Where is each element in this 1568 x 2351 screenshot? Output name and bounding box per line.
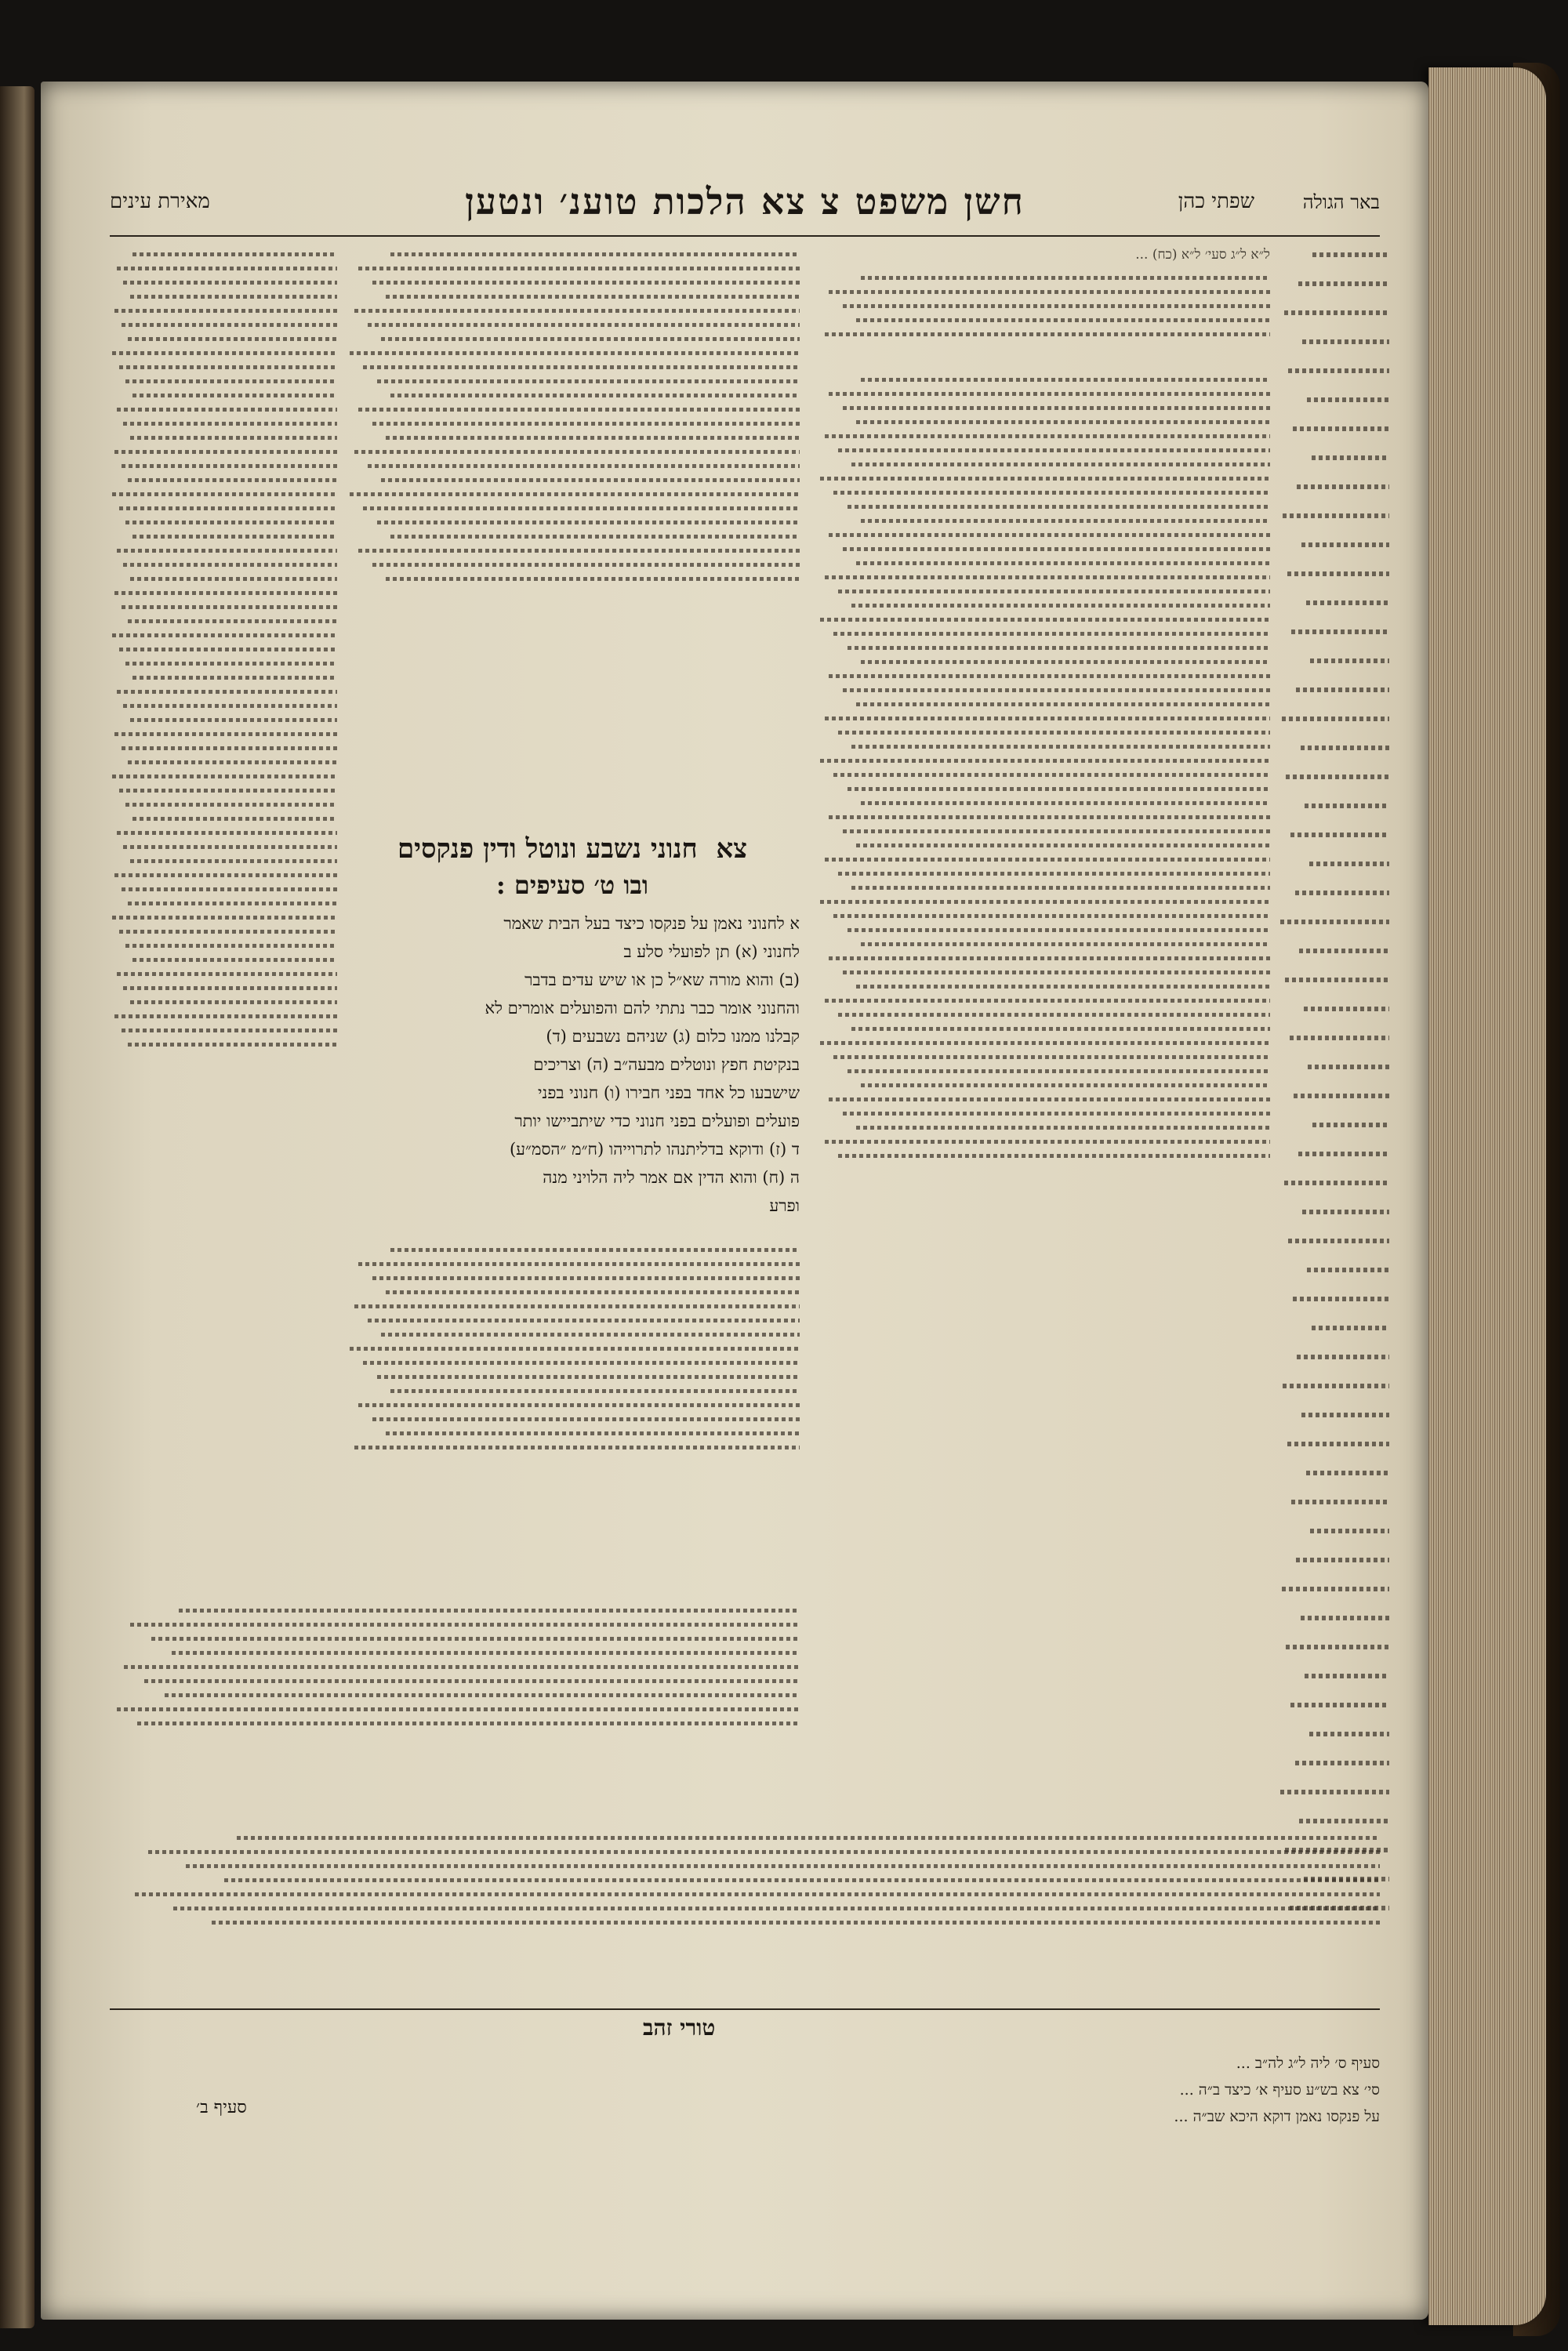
commentary-lower-left <box>110 1599 800 1819</box>
text-line-texture <box>125 803 337 807</box>
text-line-texture <box>829 1097 1270 1101</box>
shulchan-aruch-main-text <box>345 909 800 1223</box>
text-line-texture <box>833 1055 1270 1059</box>
text-line-texture <box>123 986 337 990</box>
text-line-texture <box>117 831 337 835</box>
marginal-line-texture <box>1302 1210 1389 1214</box>
text-line-texture <box>122 323 338 327</box>
text-line-texture <box>372 422 800 426</box>
text-line-texture <box>130 718 337 722</box>
marginal-line-texture <box>1296 688 1389 692</box>
text-line-texture <box>851 745 1270 749</box>
text-line-texture <box>119 506 337 510</box>
text-line-texture <box>848 1069 1270 1073</box>
commentary-line: ל״א ל״ג סעי׳ ל״א (כח) ... <box>1135 247 1270 263</box>
text-line-texture <box>390 1248 800 1252</box>
marginal-line-texture <box>1306 600 1389 605</box>
text-line-texture <box>829 533 1270 537</box>
text-line-texture <box>851 886 1270 890</box>
text-line-texture <box>122 605 338 609</box>
text-line-texture <box>390 394 800 397</box>
text-line-texture <box>856 1126 1270 1130</box>
text-line-texture <box>237 1836 1380 1840</box>
section-rule <box>110 2008 1380 2010</box>
text-line-texture <box>861 801 1270 805</box>
text-line-texture <box>363 365 800 369</box>
marginal-line-texture <box>1306 1471 1389 1475</box>
text-line-texture <box>350 351 800 355</box>
text-line-texture <box>112 351 337 355</box>
marginal-line-texture <box>1284 1181 1389 1185</box>
text-line-texture <box>825 332 1270 336</box>
text-line-texture <box>861 1083 1270 1087</box>
text-line-texture <box>829 956 1270 960</box>
commentary-lower-middle <box>345 1239 800 1599</box>
marginal-line-texture <box>1299 1819 1389 1823</box>
marginal-line-texture <box>1309 862 1389 866</box>
text-line-texture <box>372 1276 800 1280</box>
text-line-texture <box>390 535 800 539</box>
text-line-texture <box>851 463 1270 466</box>
footer-commentary <box>110 1827 1380 2007</box>
text-line-texture <box>861 276 1270 280</box>
main-text-line: ופרע <box>769 1196 800 1215</box>
header-source: באר הגולה <box>1302 191 1380 213</box>
main-text-line: והחנוני אומר כבר נתתי להם והפועלים אומרים לא <box>485 999 800 1018</box>
marginal-line-texture <box>1280 1790 1389 1794</box>
text-line-texture <box>186 1864 1380 1868</box>
text-line-texture <box>122 464 338 468</box>
text-line-texture <box>358 1262 800 1266</box>
text-line-texture <box>861 942 1270 946</box>
text-line-texture <box>851 1027 1270 1031</box>
text-line-texture <box>224 1878 1380 1882</box>
main-text-line: לחנוני (א) תן לפועלי סלע ב <box>623 942 800 961</box>
text-line-texture <box>172 1651 800 1655</box>
marginal-line-texture <box>1307 1268 1389 1272</box>
text-line-texture <box>358 408 800 412</box>
text-line-texture <box>130 577 337 581</box>
text-line-texture <box>114 450 337 454</box>
marginal-line-texture <box>1286 775 1389 779</box>
text-line-texture <box>132 958 337 962</box>
text-line-texture <box>829 815 1270 819</box>
text-line-texture <box>377 521 800 524</box>
tz-line: סי׳ צא בש״ע סעיף א׳ כיצד ב״ה ... <box>1179 2081 1380 2099</box>
text-line-texture <box>825 717 1270 720</box>
text-line-texture <box>372 1417 800 1421</box>
main-text-line: בנקיטת חפץ ונוטלים מבעה״ב (ה) וצריכים <box>533 1055 800 1074</box>
text-line-texture <box>820 1041 1270 1045</box>
marginal-line-texture <box>1310 658 1389 663</box>
main-text-line: ה (ח) והוא הדין אם אמר ליה הלויני מנה <box>543 1168 800 1187</box>
text-line-texture <box>117 972 337 976</box>
text-line-texture <box>856 420 1270 424</box>
text-line-texture <box>386 436 800 440</box>
text-line-texture <box>372 563 800 567</box>
text-line-texture <box>838 1013 1270 1017</box>
text-line-texture <box>363 506 800 510</box>
text-line-texture <box>358 1403 800 1407</box>
text-line-texture <box>856 844 1270 847</box>
text-line-texture <box>358 267 800 270</box>
text-line-texture <box>354 450 800 454</box>
text-line-texture <box>117 267 337 270</box>
text-line-texture <box>843 304 1270 308</box>
text-line-texture <box>173 1907 1380 1910</box>
text-line-texture <box>130 295 337 299</box>
text-line-texture <box>117 1707 800 1711</box>
marginal-line-texture <box>1301 1413 1389 1417</box>
text-line-texture <box>122 1029 338 1032</box>
commentary-column-shach <box>815 243 1270 368</box>
main-text-line: ד (ז) ודוקא בדליתנהו לתרוייהו (ח״מ ״הסמ״ע) <box>509 1140 800 1159</box>
text-line-texture <box>123 563 337 567</box>
marginal-line-texture <box>1288 368 1389 373</box>
marginal-line-texture <box>1290 1036 1389 1040</box>
text-line-texture <box>137 1722 800 1725</box>
marginal-line-texture <box>1291 629 1389 634</box>
text-line-texture <box>132 676 337 680</box>
marginal-line-texture <box>1301 746 1389 750</box>
marginal-line-texture <box>1312 1326 1389 1330</box>
marginal-sources-column <box>1279 243 1389 2007</box>
text-line-texture <box>117 690 337 694</box>
commentary-column-left <box>110 243 337 1591</box>
text-line-texture <box>128 619 337 623</box>
text-line-texture <box>381 1333 800 1337</box>
text-line-texture <box>838 731 1270 735</box>
text-line-texture <box>132 252 337 256</box>
text-line-texture <box>843 971 1270 974</box>
text-line-texture <box>825 999 1270 1003</box>
main-text-line: (ב) והוא מורה שא״ל כן או שיש עדים בדבר <box>524 971 800 989</box>
text-line-texture <box>838 448 1270 452</box>
commentary-column-shach-lower <box>815 368 1270 1701</box>
text-line-texture <box>130 859 337 863</box>
text-line-texture <box>125 379 337 383</box>
text-line-texture <box>128 478 337 482</box>
text-line-texture <box>838 590 1270 593</box>
marginal-line-texture <box>1298 1152 1389 1156</box>
text-line-texture <box>820 618 1270 622</box>
text-line-texture <box>856 985 1270 989</box>
text-line-texture <box>125 521 337 524</box>
text-line-texture <box>354 309 800 313</box>
marginal-line-texture <box>1312 252 1389 257</box>
text-line-texture <box>829 392 1270 396</box>
text-line-texture <box>128 1043 337 1047</box>
tz-line: על פנקסו נאמן דוקא היכא שב״ה ... <box>1174 2108 1380 2125</box>
text-line-texture <box>820 477 1270 481</box>
text-line-texture <box>377 1375 800 1379</box>
text-line-texture <box>856 561 1270 565</box>
text-line-texture <box>135 1892 1380 1896</box>
text-line-texture <box>119 365 337 369</box>
text-line-texture <box>368 1319 800 1322</box>
text-line-texture <box>212 1921 1380 1925</box>
text-line-texture <box>128 902 337 905</box>
text-line-texture <box>848 787 1270 791</box>
text-line-texture <box>123 845 337 849</box>
text-line-texture <box>125 944 337 948</box>
text-line-texture <box>128 337 337 341</box>
marginal-line-texture <box>1304 1007 1389 1011</box>
text-line-texture <box>377 379 800 383</box>
text-line-texture <box>123 422 337 426</box>
text-line-texture <box>132 817 337 821</box>
text-line-texture <box>372 281 800 285</box>
page-title: חשן משפט צ צא הלכות טוענ׳ ונטען <box>465 180 1025 223</box>
text-line-texture <box>112 775 337 778</box>
text-line-texture <box>843 547 1270 551</box>
text-line-texture <box>829 290 1270 294</box>
text-line-texture <box>833 773 1270 777</box>
marginal-line-texture <box>1282 717 1389 721</box>
marginal-line-texture <box>1285 978 1389 982</box>
marginal-line-texture <box>1290 833 1389 837</box>
marginal-line-texture <box>1280 920 1389 924</box>
text-line-texture <box>179 1609 800 1613</box>
marginal-line-texture <box>1312 1123 1389 1127</box>
text-line-texture <box>829 674 1270 678</box>
text-line-texture <box>354 1304 800 1308</box>
marginal-line-texture <box>1309 1732 1389 1736</box>
text-line-texture <box>130 1000 337 1004</box>
text-line-texture <box>119 648 337 651</box>
text-line-texture <box>144 1679 800 1683</box>
text-line-texture <box>825 858 1270 862</box>
text-line-texture <box>390 1389 800 1393</box>
tz-line: סעיף ס׳ ליה ל״ג לה״ב ... <box>1236 2055 1380 2072</box>
marginal-line-texture <box>1299 949 1389 953</box>
text-line-texture <box>119 789 337 793</box>
text-line-texture <box>130 436 337 440</box>
turei-zahav-heading: טורי זהב <box>643 2015 716 2041</box>
marginal-line-texture <box>1305 804 1389 808</box>
running-header <box>110 180 1380 227</box>
siman-title: חנוני נשבע ונוטל ודין פנקסים <box>397 833 698 865</box>
text-line-texture <box>833 914 1270 918</box>
text-line-texture <box>112 916 337 920</box>
marginal-line-texture <box>1291 1500 1389 1504</box>
marginal-line-texture <box>1288 1239 1389 1243</box>
text-line-texture <box>350 1347 800 1351</box>
catchword: סעיף ב׳ <box>196 2098 247 2117</box>
text-line-texture <box>124 1665 800 1669</box>
marginal-line-texture <box>1293 1297 1389 1301</box>
marginal-line-texture <box>1294 1094 1389 1098</box>
text-line-texture <box>148 1850 1380 1854</box>
marginal-line-texture <box>1307 397 1389 402</box>
text-line-texture <box>114 873 337 877</box>
text-line-texture <box>386 1290 800 1294</box>
siman-heading <box>345 831 800 903</box>
text-line-texture <box>381 337 800 341</box>
text-line-texture <box>381 478 800 482</box>
marginal-line-texture <box>1295 891 1389 895</box>
marginal-line-texture <box>1312 455 1389 460</box>
text-line-texture <box>354 1446 800 1449</box>
text-line-texture <box>114 591 337 595</box>
marginal-line-texture <box>1284 310 1389 315</box>
text-line-texture <box>123 704 337 708</box>
marginal-line-texture <box>1301 1616 1389 1620</box>
text-line-texture <box>386 1431 800 1435</box>
text-line-texture <box>119 930 337 934</box>
header-commentary-right: מאירת עינים <box>110 190 210 213</box>
text-line-texture <box>368 464 800 468</box>
marginal-line-texture <box>1297 484 1389 489</box>
text-line-texture <box>125 662 337 666</box>
text-line-texture <box>151 1637 800 1641</box>
text-line-texture <box>820 900 1270 904</box>
text-line-texture <box>861 378 1270 382</box>
text-line-texture <box>861 660 1270 664</box>
marginal-line-texture <box>1287 571 1389 576</box>
text-line-texture <box>820 759 1270 763</box>
main-text-line: א לחנוני נאמן על פנקסו כיצד בעל הבית שאמר <box>503 914 800 933</box>
marginal-line-texture <box>1287 1442 1389 1446</box>
previous-page-edge <box>0 86 34 2328</box>
text-line-texture <box>165 1693 800 1697</box>
text-line-texture <box>130 1623 800 1627</box>
text-line-texture <box>123 281 337 285</box>
marginal-line-texture <box>1301 542 1389 547</box>
text-line-texture <box>825 575 1270 579</box>
text-line-texture <box>114 309 337 313</box>
text-line-texture <box>122 887 338 891</box>
text-line-texture <box>843 829 1270 833</box>
text-line-texture <box>833 632 1270 636</box>
text-line-texture <box>848 646 1270 650</box>
text-line-texture <box>358 549 800 553</box>
text-line-texture <box>833 491 1270 495</box>
marginal-line-texture <box>1282 1587 1389 1591</box>
siman-subtitle: ובו ט׳ סעיפים : <box>495 870 649 900</box>
text-line-texture <box>848 928 1270 932</box>
text-line-texture <box>390 252 800 256</box>
text-line-texture <box>132 394 337 397</box>
text-line-texture <box>117 408 337 412</box>
text-line-texture <box>386 577 800 581</box>
marginal-line-texture <box>1283 513 1389 518</box>
text-line-texture <box>856 702 1270 706</box>
text-line-texture <box>848 505 1270 509</box>
marginal-line-texture <box>1305 1674 1389 1678</box>
marginal-line-texture <box>1293 426 1389 431</box>
text-line-texture <box>112 633 337 637</box>
text-line-texture <box>851 604 1270 608</box>
text-line-texture <box>114 1014 337 1018</box>
marginal-line-texture <box>1290 1703 1389 1707</box>
marginal-line-texture <box>1283 1384 1389 1388</box>
header-commentary-left: שפתי כהן <box>1178 190 1254 213</box>
commentary-column-middle <box>345 243 800 823</box>
text-line-texture <box>843 406 1270 410</box>
text-line-texture <box>843 1112 1270 1116</box>
main-text-line: פועלים ופועלים בפני חנוני כדי שיתביישו יותר <box>514 1112 800 1130</box>
text-line-texture <box>843 688 1270 692</box>
marginal-line-texture <box>1286 1645 1389 1649</box>
text-line-texture <box>350 492 800 496</box>
main-text-line: קבלנו ממנו כלום (ג) שניהם נשבעים (ד) <box>546 1027 800 1046</box>
text-line-texture <box>114 732 337 736</box>
text-line-texture <box>117 549 337 553</box>
marginal-line-texture <box>1296 1558 1389 1562</box>
text-line-texture <box>838 1154 1270 1158</box>
text-line-texture <box>856 318 1270 322</box>
marginal-line-texture <box>1295 1761 1389 1765</box>
text-line-texture <box>128 760 337 764</box>
text-line-texture <box>386 295 800 299</box>
siman-number: צא <box>716 833 748 865</box>
marginal-line-texture <box>1297 1355 1389 1359</box>
text-line-texture <box>122 746 338 750</box>
text-line-texture <box>132 535 337 539</box>
text-line-texture <box>838 872 1270 876</box>
text-line-texture <box>363 1361 800 1365</box>
marginal-line-texture <box>1310 1529 1389 1533</box>
text-line-texture <box>825 434 1270 438</box>
header-rule <box>110 235 1380 237</box>
marginal-line-texture <box>1308 1065 1389 1069</box>
text-line-texture <box>368 323 800 327</box>
text-line-texture <box>861 519 1270 523</box>
page-edges <box>1428 67 1546 2325</box>
text-line-texture <box>112 492 337 496</box>
marginal-line-texture <box>1302 339 1389 344</box>
turei-zahav-text <box>157 2050 1380 2130</box>
main-text-line: שישבעו כל אחד בפני חבירו (ו) חנוני בפני <box>538 1083 800 1102</box>
marginal-line-texture <box>1298 281 1389 286</box>
text-line-texture <box>825 1140 1270 1144</box>
